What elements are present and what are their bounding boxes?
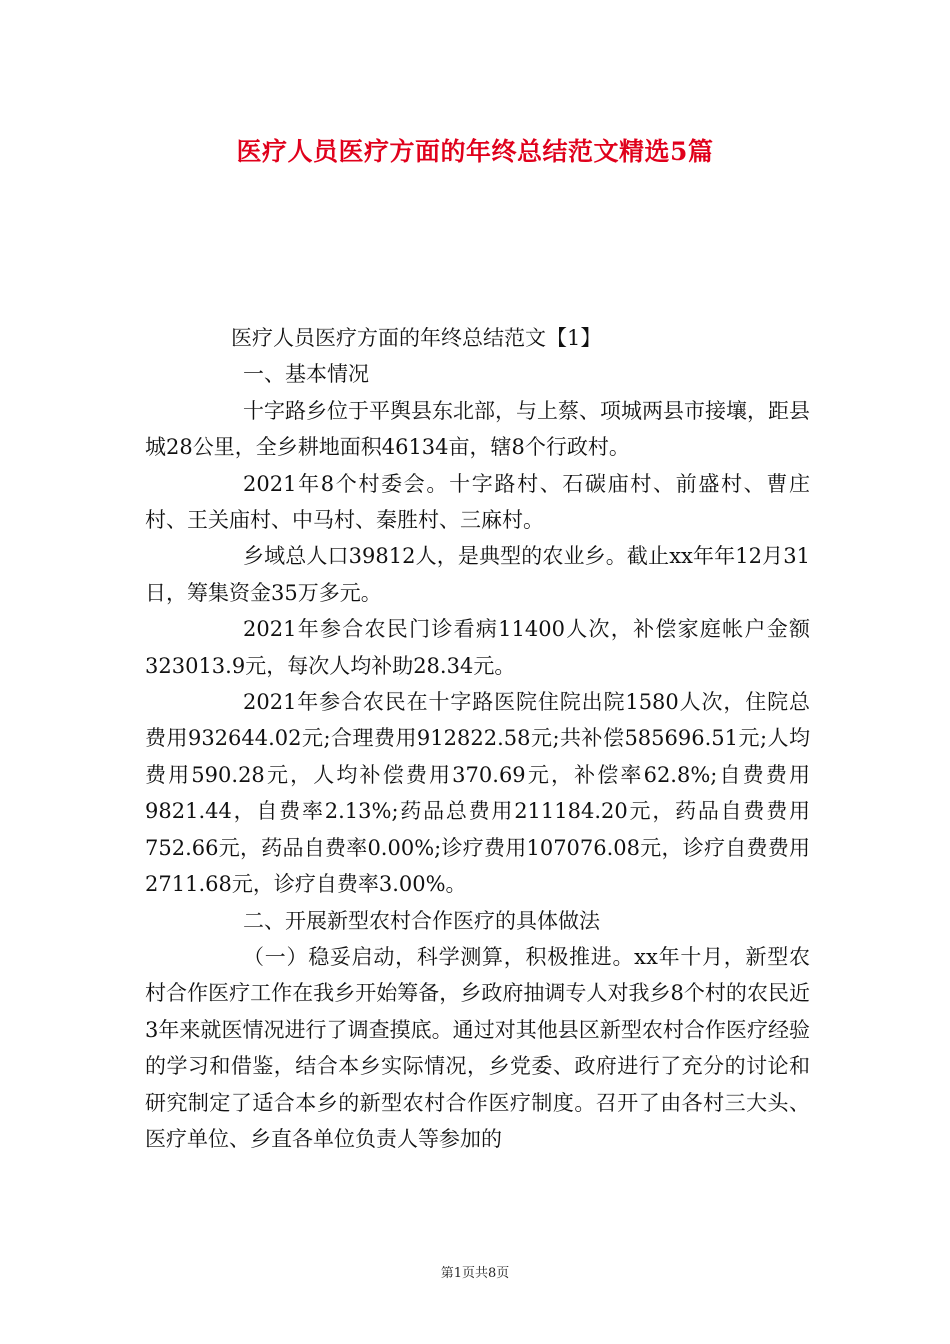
- page-footer: 第1页共8页: [440, 1266, 510, 1281]
- paragraph-villages: 2021年8个村委会。十字路村、石碳庙村、前盛村、曹庄村、王关庙村、中马村、秦胜村、三麻村。: [145, 471, 810, 533]
- document-body: [145, 320, 810, 1157]
- paragraph-launch: （一）稳妥启动，科学测算，积极推进。xx年十月，新型农村合作医疗工作在我乡开始筹备，乡政府抽调专人对我乡8个村的农民近3年来就医情况进行了调查摸底。通过对其他县区新型农村合作医疗经验的学习和借鉴，结合本乡实际情况，乡党委、政府进行了充分的讨论和研究制定了适合本乡的新型农村合作医疗制度。召开了由各村三大头、医疗单位、乡直各单位负责人等参加的: [145, 944, 810, 1151]
- document-title: 医疗人员医疗方面的年终总结范文精选5篇: [236, 137, 714, 166]
- paragraph-outpatient: 2021年参合农民门诊看病11400人次，补偿家庭帐户金额323013.9元，每次人均补助28.34元。: [145, 617, 810, 678]
- paragraph-inpatient: 2021年参合农民在十字路医院住院出院1580人次，住院总费用932644.02元;合理费用912822.58元;共补偿585696.51元;人均费用590.28元，人均补偿费用370.69元，补偿率62.8%;自费费用9821.44，自费率2.13%;药品总费用211184.20元，药品自费费用752.66元，药品自费率0.00%;诊疗费用107076.08元，诊疗自费费用2711.68元，诊疗自费率3.00%。: [145, 690, 810, 897]
- paragraph-location: 十字路乡位于平舆县东北部，与上蔡、项城两县市接壤，距县城28公里，全乡耕地面积46134亩，辖8个行政村。: [145, 398, 810, 460]
- article-subtitle: 医疗人员医疗方面的年终总结范文【1】: [231, 326, 602, 350]
- section-heading-basic-info: 一、基本情况: [243, 362, 369, 387]
- paragraph-population: 乡域总人口39812人，是典型的农业乡。截止xx年年12月31日，筹集资金35万多元。: [145, 544, 810, 605]
- section-heading-practices: 二、开展新型农村合作医疗的具体做法: [243, 908, 600, 933]
